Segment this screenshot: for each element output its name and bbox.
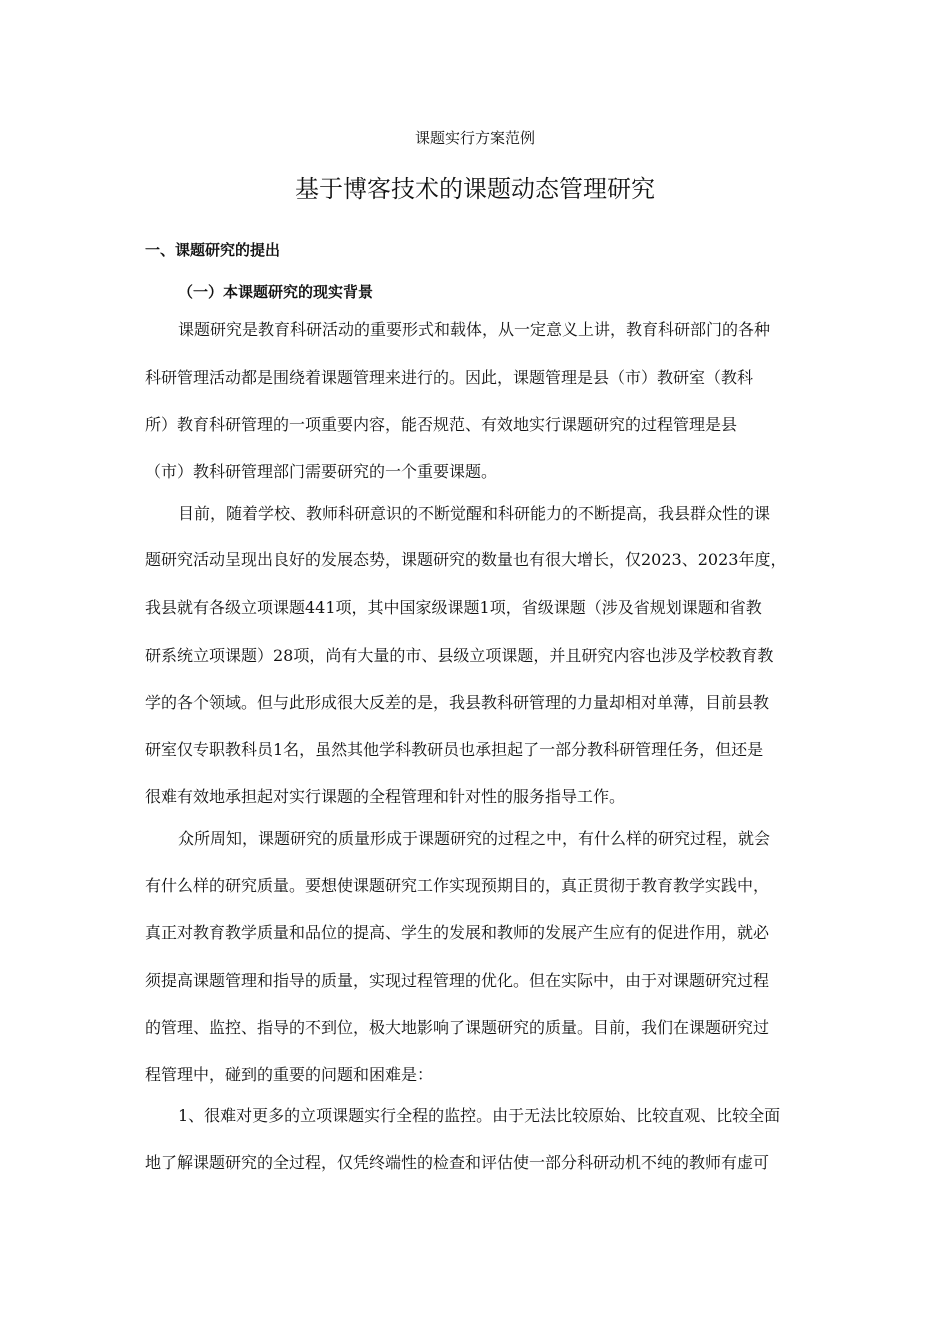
paragraph-line: 研系统立项课题）28项，尚有大量的市、县级立项课题，并且研究内容也涉及学校教育教 [145,646,774,665]
paragraph-line: 程管理中，碰到的重要的问题和困难是： [145,1065,434,1084]
paragraph-line: 有什么样的研究质量。要想使课题研究工作实现预期目的，真正贯彻于教育教学实践中， [145,876,770,895]
paragraph-line: 题研究活动呈现出良好的发展态势，课题研究的数量也有很大增长，仅2023、2023年度， [145,550,787,569]
paragraph-line: 科研管理活动都是围绕着课题管理来进行的。因此，课题管理是县（市）教研室（教科 [145,368,754,387]
paragraph-line: 须提高课题管理和指导的质量，实现过程管理的优化。但在实际中，由于对课题研究过程 [145,971,770,990]
paragraph-line: 地了解课题研究的全过程，仅凭终端性的检查和评估使一部分科研动机不纯的教师有虚可 [145,1153,770,1172]
paragraph-line: 我县就有各级立项课题441项，其中国家级课题1项，省级课题（涉及省规划课题和省教 [145,598,762,617]
section-heading: 一、课题研究的提出 [145,241,281,259]
document-subtitle: 课题实行方案范例 [414,129,535,147]
paragraph-line: 研室仅专职教科员1名，虽然其他学科教研员也承担起了一部分教科研管理任务，但还是 [145,740,764,759]
paragraph-line: 课题研究是教育科研活动的重要形式和载体，从一定意义上讲，教育科研部门的各种 [178,320,771,339]
paragraph-line: （市）教科研管理部门需要研究的一个重要课题。 [145,462,498,481]
paragraph-line: 所）教育科研管理的一项重要内容，能否规范、有效地实行课题研究的过程管理是县 [145,415,738,434]
paragraph-line: 学的各个领域。但与此形成很大反差的是，我县教科研管理的力量却相对单薄，目前县教 [145,693,770,712]
paragraph-line: 真正对教育教学质量和品位的提高、学生的发展和教师的发展产生应有的促进作用，就必 [145,923,770,942]
paragraph-line: 很难有效地承担起对实行课题的全程管理和针对性的服务指导工作。 [145,787,626,806]
paragraph-line: 众所周知，课题研究的质量形成于课题研究的过程之中，有什么样的研究过程，就会 [178,829,771,848]
paragraph-line: 的管理、监控、指导的不到位，极大地影响了课题研究的质量。目前，我们在课题研究过 [145,1018,770,1037]
paragraph-line: 1、很难对更多的立项课题实行全程的监控。由于无法比较原始、比较直观、比较全面 [178,1106,781,1125]
document-title: 基于博客技术的课题动态管理研究 [295,175,655,203]
paragraph-line: 目前，随着学校、教师科研意识的不断觉醒和科研能力的不断提高，我县群众性的课 [178,504,771,523]
subsection-heading: （一）本课题研究的现实背景 [178,283,374,301]
